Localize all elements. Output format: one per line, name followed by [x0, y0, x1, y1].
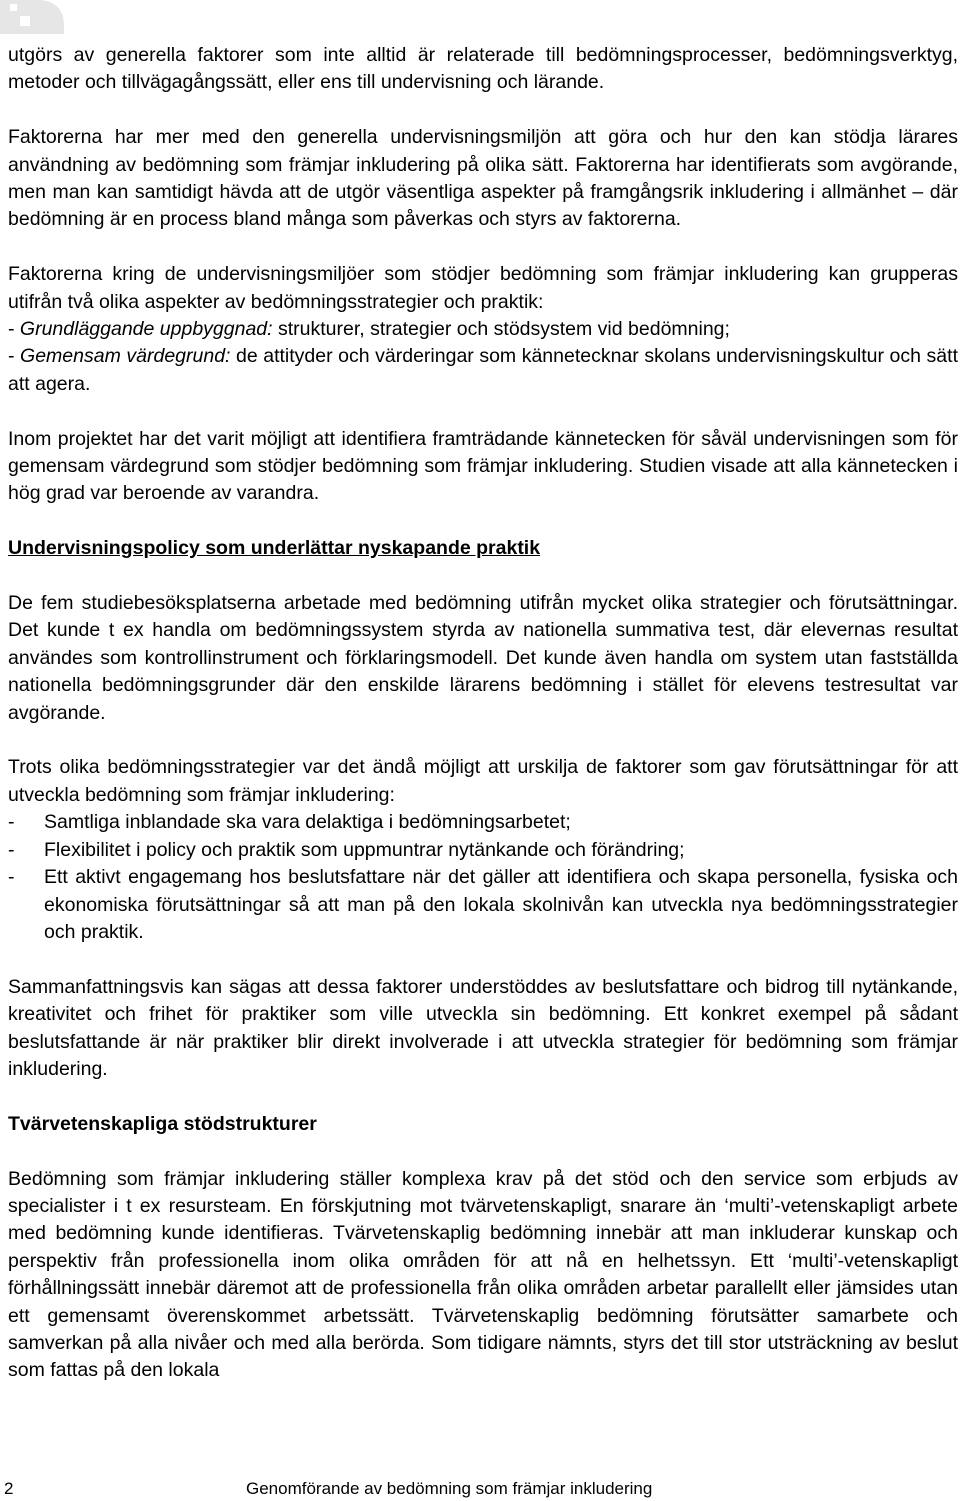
- paragraph-2: Faktorerna har mer med den generella undervisningsmiljön att göra och hur den kan stödja lärares användning av bedömning som främjar inkludering på olika sätt. Faktorerna har identifierats som avgörande, men man kan samtidigt hävda att de utgör väsentliga aspekter på framgångsrik inkludering i allmänhet – där bedömning är en process bland många som påverkas och styrs av faktorerna.: [8, 126, 958, 231]
- section-heading-1: Undervisningspolicy som underlättar nyskapande praktik: [8, 537, 541, 560]
- paragraph-6-intro: Trots olika bedömningsstrategier var det ändå möjligt att urskilja de faktorer som gav förutsättningar för att utveckla bedömning som främjar inkludering:: [8, 756, 958, 806]
- factor-list: [8, 809, 958, 946]
- section-heading-2: Tvärvetenskapliga stödstrukturer: [8, 1112, 317, 1135]
- list-item: - Ett aktivt engagemang hos beslutsfattare när det gäller att identifiera och skapa personella, fysiska och ekonomiska förutsättningar så att man på den lokala skolnivån kan utveckla nya bedömningsstrategier och praktik.: [8, 866, 958, 943]
- paragraph-3-item-1: - Grundläggande uppbyggnad: strukturer, strategier och stödsystem vid bedömning;: [8, 318, 730, 341]
- page-number: 2: [4, 1479, 14, 1498]
- list-item: - Flexibilitet i policy och praktik som uppmuntrar nytänkande och förändring;: [8, 838, 685, 861]
- paragraph-4: Inom projektet har det varit möjligt att identifiera framträdande kännetecken för såväl undervisningen som för gemensam värdegrund som stödjer bedömning som främjar inkludering. Studien visade att alla kännetecken i hög grad var beroende av varandra.: [8, 427, 958, 505]
- paragraph-3-item-2: - Gemensam värdegrund: de attityder och värderingar som kännetecknar skolans undervisningskultur och sätt att agera.: [8, 345, 958, 395]
- paragraph-3-intro: Faktorerna kring de undervisningsmiljöer som stödjer bedömning som främjar inkludering kan grupperas utifrån två olika aspekter av bedömningsstrategier och praktik:: [8, 263, 958, 313]
- item-text: de attityder och värderingar som kännetecknar skolans undervisningskultur och sätt att agera.: [8, 345, 958, 395]
- item-label: Grundläggande uppbyggnad:: [19, 318, 273, 341]
- corner-tab-decoration: [0, 0, 64, 34]
- document-body: [8, 42, 958, 1385]
- item-label: Gemensam värdegrund:: [20, 345, 231, 368]
- list-item: - Samtliga inblandade ska vara delaktiga i bedömningsarbetet;: [8, 811, 571, 834]
- item-text: strukturer, strategier och stödsystem vid bedömning;: [272, 318, 730, 341]
- paragraph-7: Sammanfattningsvis kan sägas att dessa faktorer understöddes av beslutsfattare och bidrog till nytänkande, kreativitet och frihet för praktiker som ville utveckla sin bedömning. Ett konkret exempel på sådant beslutsfattande är när praktiker blir direkt involverade i att utveckla strategier för bedömning som främjar inkludering.: [8, 975, 958, 1080]
- page-footer: [0, 1477, 960, 1501]
- paragraph-5: De fem studiebesöksplatserna arbetade med bedömning utifrån mycket olika strategier och förutsättningar. Det kunde t ex handla om bedömningssystem styrda av nationella summativa test, där elevernas resultat användes som kontrollinstrument och förklaringsmodell. Det kunde även handla om system utan fastställda nationella bedömningsgrunder där den enskilde lärarens bedömning i stället för elevens testresultat var avgörande.: [8, 592, 958, 724]
- paragraph-8: Bedömning som främjar inkludering ställer komplexa krav på det stöd och den service som erbjuds av specialister i t ex resursteam. En förskjutning mot tvärvetenskapligt, snarare än ‘multi’-vetenskapligt arbete med bedömning kunde identifieras. Tvärvetenskaplig bedömning innebär att man inkluderar kunskap och perspektiv från professionella inom olika områden för att nå en helhetssyn. Ett ‘multi’-vetenskapligt förhållningssätt innebär däremot att de professionella från olika områden arbetar parallellt eller jämsides utan ett gemensamt överenskommet arbetssätt. Tvärvetenskaplig bedömning förutsätter samarbete och samverkan på alla nivåer och med alla berörda. Som tidigare nämnts, styrs det till stor utsträckning av beslut som fattas på den lokala: [8, 1167, 958, 1382]
- paragraph-1: utgörs av generella faktorer som inte alltid är relaterade till bedömningsprocesser, bedömningsverktyg, metoder och tillvägagångssätt, eller ens till undervisning och lärande.: [8, 44, 958, 94]
- footer-title: Genomförande av bedömning som främjar inkludering: [246, 1479, 653, 1498]
